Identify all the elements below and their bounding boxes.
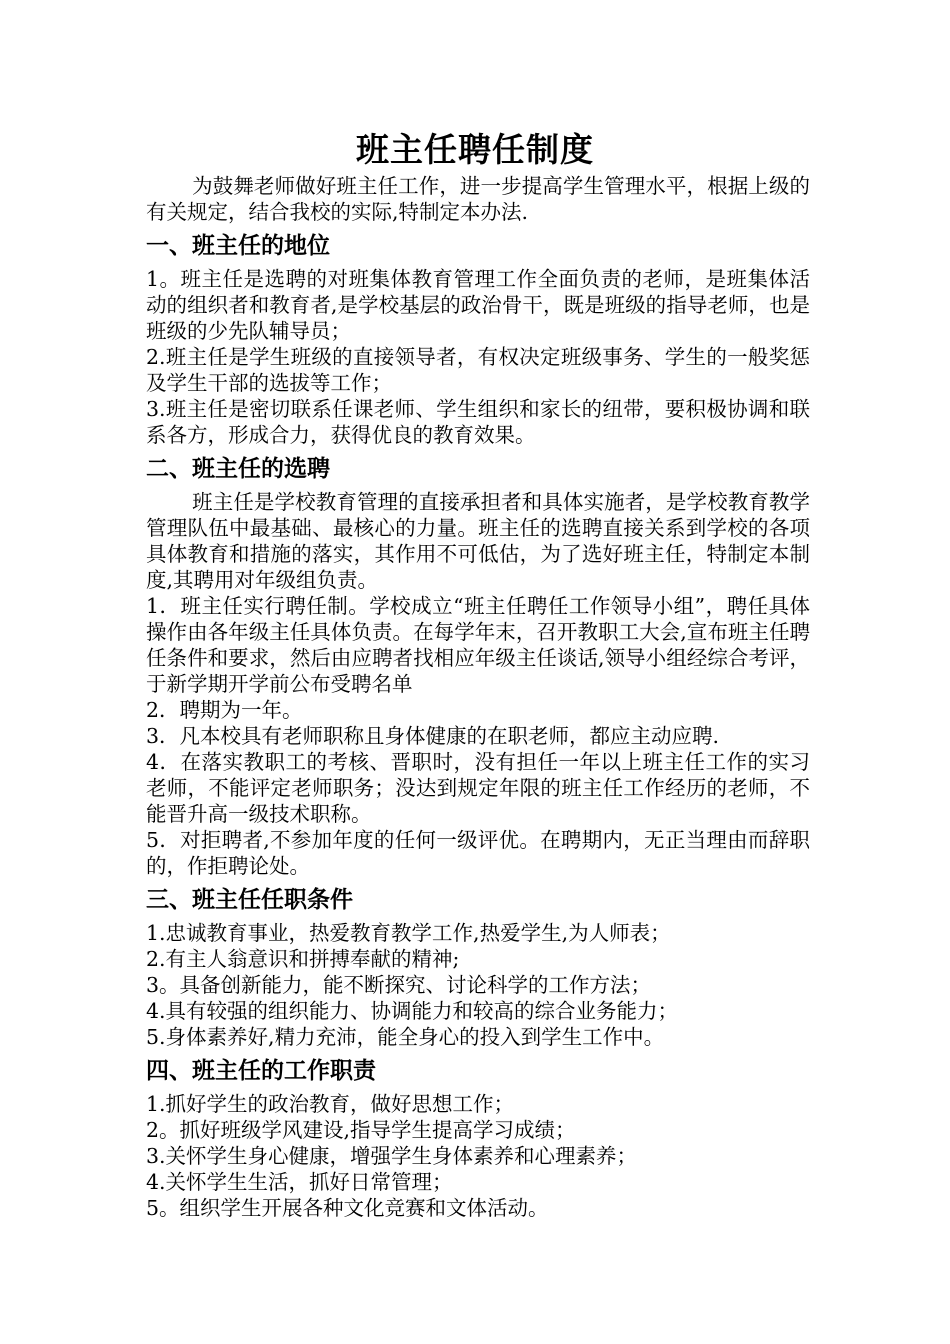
section-2-item: 5．对拒聘者,不参加年度的任何一级评优。在聘期内，无正当理由而辞职的，作拒聘论处。	[146, 828, 810, 878]
section-2-heading: 二、班主任的选聘	[146, 456, 330, 482]
section-3-heading: 三、班主任任职条件	[146, 887, 353, 913]
document-title: 班主任聘任制度	[356, 130, 594, 169]
section-2-item: 3．凡本校具有老师职称且身体健康的在职老师，都应主动应聘.	[146, 724, 720, 748]
section-4-item: 3.关怀学生身心健康，增强学生身体素养和心理素养；	[146, 1144, 638, 1168]
section-3-item: 3。具备创新能力，能不断探究、讨论科学的工作方法；	[146, 973, 652, 997]
section-4-item: 2。抓好班级学风建设,指导学生提高学习成绩；	[146, 1118, 576, 1142]
section-1-item: 1。班主任是选聘的对班集体教育管理工作全面负责的老师，是班集体活动的组织者和教育者,是学校基层的政治骨干，既是班级的指导老师，也是班级的少先队辅导员；	[146, 267, 810, 343]
section-3-item: 5.身体素养好,精力充沛，能全身心的投入到学生工作中。	[146, 1025, 665, 1049]
section-4-item: 1.抓好学生的政治教育，做好思想工作；	[146, 1092, 515, 1116]
section-1-heading: 一、班主任的地位	[146, 233, 330, 259]
section-2-item: 1．班主任实行聘任制。学校成立“班主任聘任工作领导小组”，聘任具体操作由各年级主任具体负责。在每学年末，召开教职工大会,宣布班主任聘任条件和要求，然后由应聘者找相应年级主任谈话,领导小组经综合考评，于新学期开学前公布受聘名单	[146, 594, 810, 696]
section-1-item: 3.班主任是密切联系任课老师、学生组织和家长的纽带，要积极协调和联系各方，形成合力，获得优良的教育效果。	[146, 397, 810, 447]
section-3-item: 1.忠诚教育事业，热爱教育教学工作,热爱学生,为人师表；	[146, 921, 671, 945]
section-3-item: 2.有主人翁意识和拼搏奉献的精神;	[146, 947, 460, 971]
intro-paragraph: 为鼓舞老师做好班主任工作，进一步提高学生管理水平，根据上级的有关规定，结合我校的实际,特制定本办法.	[146, 174, 810, 224]
section-2-item: 2．聘期为一年。	[146, 698, 303, 722]
section-3-item: 4.具有较强的组织能力、协调能力和较高的综合业务能力；	[146, 999, 679, 1023]
section-2-item: 4．在落实教职工的考核、晋职时，没有担任一年以上班主任工作的实习老师，不能评定老师职务；没达到规定年限的班主任工作经历的老师，不能晋升高一级技术职称。	[146, 750, 810, 826]
section-1-item: 2.班主任是学生班级的直接领导者，有权决定班级事务、学生的一般奖惩及学生干部的选拔等工作；	[146, 345, 810, 395]
document-body	[146, 173, 810, 1221]
section-2-intro: 班主任是学校教育管理的直接承担者和具体实施者，是学校教育教学管理队伍中最基础、最核心的力量。班主任的选聘直接关系到学校的各项具体教育和措施的落实，其作用不可低估，为了选好班主任，特制定本制度,其聘用对年级组负责。	[146, 490, 810, 592]
section-4-item: 4.关怀学生生活，抓好日常管理；	[146, 1170, 453, 1194]
section-4-heading: 四、班主任的工作职责	[146, 1058, 376, 1084]
section-4-item: 5。组织学生开展各种文化竞赛和文体活动。	[146, 1196, 549, 1220]
